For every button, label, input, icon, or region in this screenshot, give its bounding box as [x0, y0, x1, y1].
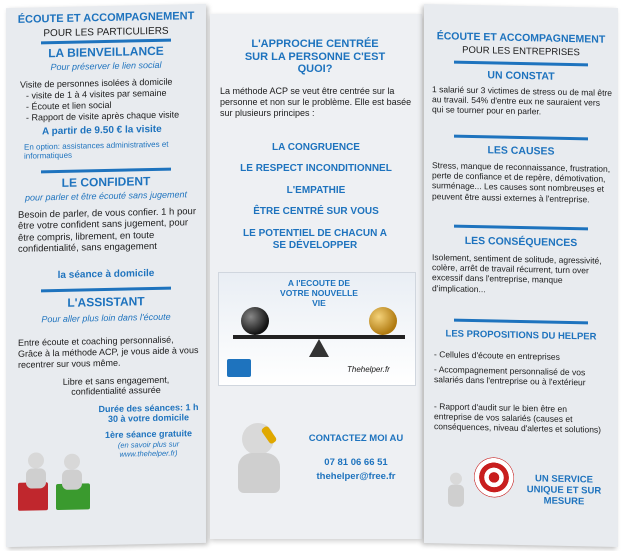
- constat-heading: UN CONSTAT: [487, 69, 555, 83]
- person-head-icon: [64, 454, 80, 470]
- bienveillance-line: - Écoute et lien social: [26, 99, 112, 112]
- bienveillance-heading: LA BIENVEILLANCE: [48, 43, 164, 61]
- people-illustration: [18, 401, 98, 523]
- option-text: En option: assistances administratives et informatiques: [24, 139, 169, 161]
- consequences-heading: LES CONSÉQUENCES: [464, 234, 578, 250]
- divider: [454, 135, 588, 141]
- confident-tagline: pour parler et être écouté sans jugement: [24, 189, 188, 203]
- person-body-icon: [26, 468, 46, 488]
- left-title: ÉCOUTE ET ACCOMPAGNEMENT: [17, 10, 195, 26]
- confident-footer: la séance à domicile: [57, 267, 155, 282]
- person-body-icon: [62, 470, 82, 490]
- assistant-heading: L'ASSISTANT: [67, 294, 145, 310]
- balance-pivot-icon: [309, 339, 329, 357]
- brand-text: Thehelper.fr: [347, 365, 390, 374]
- divider: [454, 61, 588, 67]
- causes-heading: LES CAUSES: [487, 144, 555, 158]
- proposition-item: - Rapport d'audit sur le bien être en entreprise de vos salariés (causes et conséquences, niveau d'alertes et solutions): [434, 401, 602, 436]
- divider: [41, 287, 171, 293]
- confident-heading: LE CONFIDENT: [61, 174, 151, 190]
- left-subtitle: POUR LES PARTICULIERS: [43, 25, 169, 40]
- person-body-icon: [448, 484, 464, 506]
- bienveillance-line: - Rapport de visite après chaque visite: [26, 109, 180, 123]
- contact-phone: 07 81 06 66 51: [324, 457, 388, 468]
- divider: [41, 168, 171, 174]
- causes-text: Stress, manque de reconnaissance, frustration, perte de confiance et de repère, démotivation, surménage... Les causes sont nombreuses et peuvent être aussi externes à l'entreprise.: [432, 160, 611, 204]
- propositions-heading: LES PROPOSITIONS DU HELPER: [445, 328, 597, 343]
- left-panel: [6, 4, 206, 547]
- more-info: (en savoir plus sur www.thehelper.fr): [117, 439, 180, 459]
- contact-label: CONTACTEZ MOI AU: [308, 433, 404, 444]
- proposition-item: - Cellules d'écoute en entreprises: [434, 349, 560, 362]
- right-panel: [424, 4, 618, 547]
- proposition-item: - Accompagnement personnalisé de vos salariés dans l'entreprise ou à l'extérieur: [434, 364, 586, 388]
- assistant-text-2: Libre et sans engagement, confidentialité assurée: [62, 374, 170, 398]
- person-head-icon: [450, 473, 462, 485]
- assistant-tagline: Pour aller plus loin dans l'écoute: [41, 311, 171, 325]
- bienveillance-line: - visite de 1 à 4 visites par semaine: [26, 87, 167, 101]
- phone-person-illustration: [228, 419, 298, 499]
- service-text: UN SERVICE UNIQUE ET SUR MESURE: [526, 473, 602, 508]
- right-title: ÉCOUTE ET ACCOMPAGNEMENT: [436, 30, 606, 46]
- first-session: 1ère séance gratuite: [104, 428, 193, 441]
- consequences-text: Isolement, sentiment de solitude, agressivité, colère, arrêt de travail récurrent, turn over excessif dans l'entreprise, manque d'implication...: [432, 252, 602, 294]
- target-illustration: [444, 454, 520, 516]
- principle: ÊTRE CENTRÉ SUR VOUS: [253, 206, 379, 217]
- middle-intro: La méthode ACP se veut être centrée sur la personne et non sur le problème. Elle est basée sur plusieurs principes :: [220, 86, 412, 118]
- black-ball-icon: [241, 307, 269, 335]
- principle: L'EMPATHIE: [286, 185, 346, 196]
- balance-banner: [218, 272, 416, 386]
- principle: LE POTENTIEL DE CHACUN A SE DÉVELOPPER: [243, 228, 387, 251]
- target-icon: [474, 457, 514, 498]
- right-subtitle: POUR LES ENTREPRISES: [462, 44, 580, 59]
- contact-email: thehelper@free.fr: [316, 471, 396, 482]
- duration-text: Durée des séances: 1 h 30 à votre domicile: [98, 402, 199, 425]
- principle: LE RESPECT INCONDITIONNEL: [240, 163, 392, 174]
- principle: LA CONGRUENCE: [272, 142, 360, 153]
- bienveillance-line: Visite de personnes isolées à domicile: [20, 76, 173, 90]
- banner-text: A l'ECOUTE DE VOTRE NOUVELLE VIE: [280, 278, 358, 308]
- price-text: A partir de 9.50 € la visite: [42, 123, 162, 138]
- constat-text: 1 salarié sur 3 victimes de stress ou de mal être au travail. 54% d'entre eux ne sauraient vers qui se tourner pour en parler.: [432, 84, 612, 117]
- person-body-icon: [238, 453, 280, 493]
- divider: [454, 225, 588, 231]
- confident-text: Besoin de parler, de vous confier. 1 h pour être votre confident sans jugement, pour être compris, librement, en toute confidentialité, sans engagement: [18, 206, 196, 256]
- middle-title: L'APPROCHE CENTRÉE SUR LA PERSONNE C'EST QUOI?: [244, 38, 386, 76]
- bienveillance-tagline: Pour préserver le lien social: [50, 59, 162, 73]
- gold-ball-icon: [369, 307, 397, 335]
- logo-icon: [227, 359, 251, 377]
- person-head-icon: [28, 452, 44, 468]
- divider: [454, 319, 588, 325]
- assistant-text: Entre écoute et coaching personnalisé, Grâce à la méthode ACP, je vous aide à vous recentrer sur vous même.: [18, 334, 199, 370]
- middle-panel: [210, 14, 422, 539]
